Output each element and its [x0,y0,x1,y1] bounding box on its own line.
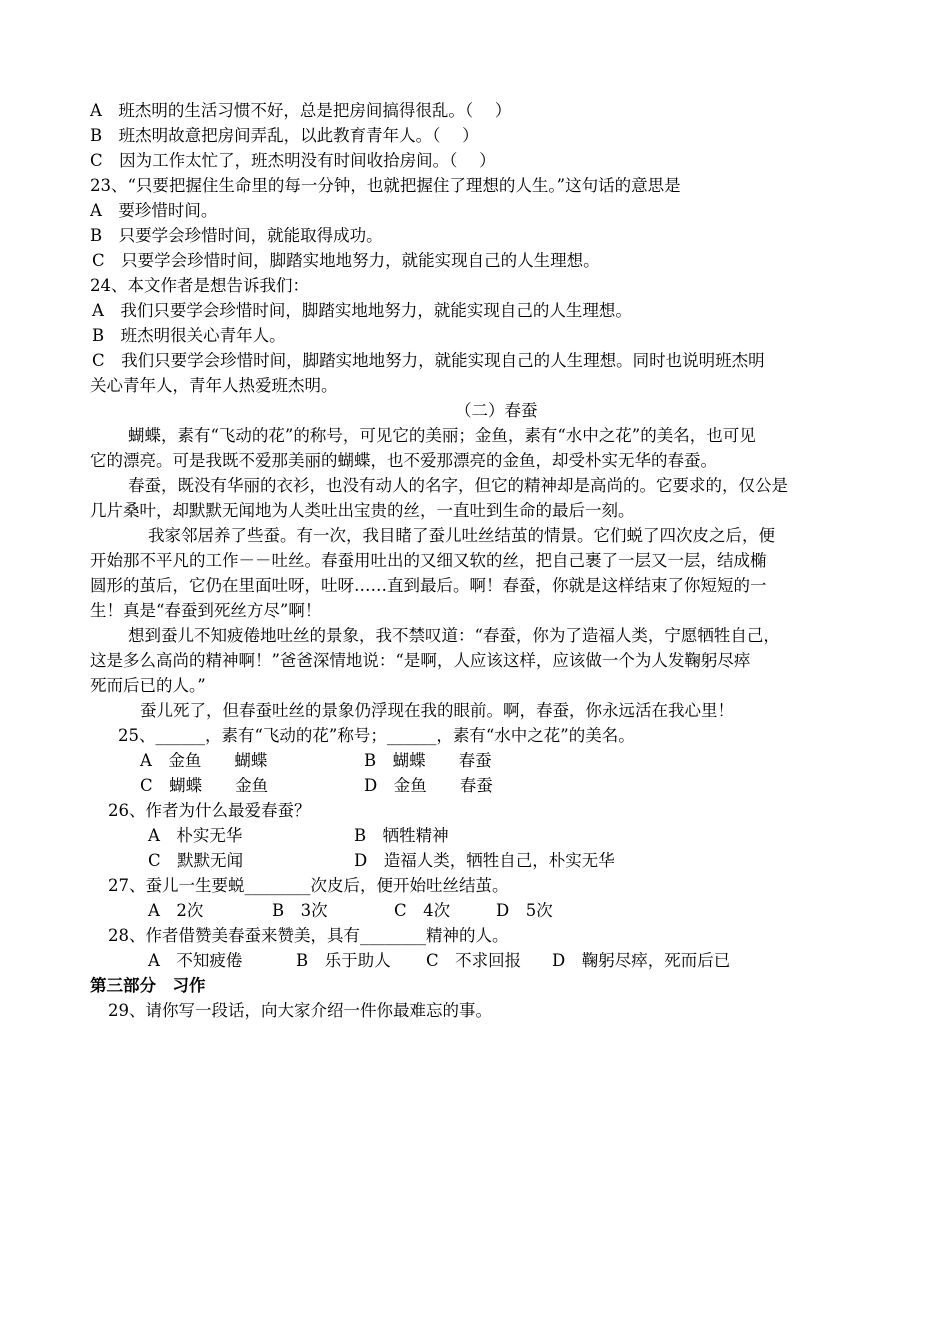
q26-option-b: B 牺牲精神 [354,826,449,845]
q24-option-a: A 我们只要学会珍惜时间，脚踏实地地努力，就能实现自己的人生理想。 [92,301,632,320]
q27-option-b: B 3次 [272,901,328,920]
q24-option-b: B 班杰明很关心青年人。 [92,326,286,345]
q27-option-a: A 2次 [148,901,204,920]
passage-p4-line3: 死而后已的人。” [90,676,206,695]
q22-option-b: B 班杰明故意把房间弄乱，以此教育青年人。（ ） [90,126,479,145]
q22-option-a: A 班杰明的生活习惯不好，总是把房间搞得很乱。（ ） [90,101,512,120]
passage-p3-line2: 开始那不平凡的工作－－吐丝。春蚕用吐出的又细又软的丝，把自己裹了一层又一层，结成椭 [90,551,767,570]
q28-option-b: B 乐于助人 [296,951,391,970]
q25-option-a: A 金鱼 蝴蝶 [140,751,268,770]
q24-option-c-line2: 关心青年人，青年人热爱班杰明。 [90,376,338,395]
q26-option-c: C 默默无闻 [148,851,244,870]
q28-option-c: C 不求回报 [426,951,522,970]
q28-option-d: D 鞠躬尽瘁，死而后已 [552,951,731,970]
q22-option-c: C 因为工作太忙了，班杰明没有时间收拾房间。（ ） [90,151,496,170]
q24-option-c-line1: C 我们只要学会珍惜时间，脚踏实地地努力，就能实现自己的人生理想。同时也说明班杰明 [92,351,765,370]
passage-p3-line3: 圆形的茧后，它仍在里面吐呀，吐呀……直到最后。啊！春蚕，你就是这样结束了你短短的一 [90,576,767,595]
q27-stem: 27、蚕儿一生要蜕________次皮后，便开始吐丝结茧。 [108,876,509,895]
q25-option-c: C 蝴蝶 金鱼 [140,776,269,795]
q28-stem: 28、作者借赞美春蚕来赞美，具有________精神的人。 [108,926,509,945]
q23-stem: 23、“只要把握住生命里的每一分钟，也就把握住了理想的人生。”这句话的意思是 [90,176,681,195]
q26-option-d: D 造福人类，牺牲自己，朴实无华 [354,851,615,870]
q28-option-a: A 不知疲倦 [148,951,243,970]
q25-option-d: D 金鱼 春蚕 [364,776,493,795]
q25-option-b: B 蝴蝶 春蚕 [364,751,492,770]
passage-title: （二）春蚕 [455,401,538,420]
q27-option-d: D 5次 [496,901,553,920]
q25-stem: 25、______，素有“飞动的花”称号；______，素有“水中之花”的美名。 [118,726,635,745]
passage-p1-line2: 它的漂亮。可是我既不爱那美丽的蝴蝶，也不爱那漂亮的金鱼，却受朴实无华的春蚕。 [90,451,717,470]
part3-heading: 第三部分 习作 [90,976,206,995]
passage-p3-line4: 生！真是“春蚕到死丝方尽”啊！ [90,601,322,620]
q23-option-b: B 只要学会珍惜时间，就能取得成功。 [90,226,383,245]
q23-option-c: C 只要学会珍惜时间，脚踏实地地努力，就能实现自己的人生理想。 [92,251,600,270]
passage-p1-line1: 蝴蝶，素有“飞动的花”的称号，可见它的美丽；金鱼，素有“水中之花”的美名，也可见 [128,426,756,445]
passage-p2-line2: 几片桑叶，却默默无闻地为人类吐出宝贵的丝，一直吐到生命的最后一刻。 [90,501,635,520]
q27-option-c: C 4次 [394,901,451,920]
q26-option-a: A 朴实无华 [148,826,243,845]
q24-stem: 24、本文作者是想告诉我们： [90,276,309,295]
q23-option-a: A 要珍惜时间。 [90,201,218,220]
q26-stem: 26、作者为什么最爱春蚕？ [108,801,311,820]
q29-prompt: 29、请你写一段话，向大家介绍一件你最难忘的事。 [108,1001,492,1020]
passage-p5: 蚕儿死了，但春蚕吐丝的景象仍浮现在我的眼前。啊，春蚕，你永远活在我心里！ [140,701,734,720]
passage-p3-line1: 我家邻居养了些蚕。有一次，我目睹了蚕儿吐丝结茧的情景。它们蜕了四次皮之后，便 [148,526,775,545]
passage-p4-line2: 这是多么高尚的精神啊！”爸爸深情地说：“是啊，人应该这样，应该做一个为人发鞠躬尽瘁 [90,651,751,670]
passage-p4-line1: 想到蚕儿不知疲倦地吐丝的景象，我不禁叹道：“春蚕，你为了造福人类，宁愿牺牲自己， [128,626,780,645]
passage-p2-line1: 春蚕，既没有华丽的衣衫，也没有动人的名字，但它的精神却是高尚的。它要求的，仅公是 [128,476,788,495]
